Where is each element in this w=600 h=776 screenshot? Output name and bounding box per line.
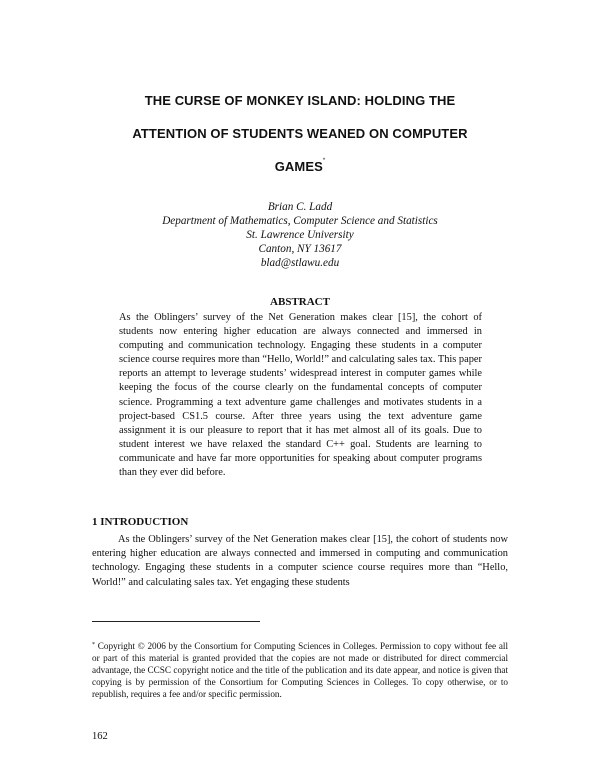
paper-title-line-3-text: GAMES bbox=[274, 159, 323, 174]
author-university: St. Lawrence University bbox=[246, 229, 354, 241]
author-department: Department of Mathematics, Computer Science and Statistics bbox=[162, 215, 438, 227]
copyright-footnote bbox=[92, 640, 508, 700]
title-footnote-marker: * bbox=[322, 158, 326, 164]
abstract-text: As the Oblingers’ survey of the Net Generation makes clear [15], the cohort of students now entering higher education are always connected and immersed in computing and communication technology. Engaging these students in a computer science course requires more than “Hello, World!” and calculating sales tax. This paper reports an attempt to leverage students’ widespread interest in computer games while keeping the focus of the course clearly on the fundamental concepts of computer science. Programming a text adventure game challenges and motivates students in a project-based CS1.5 course. After three years using the text adventure game assignment it is our pleasure to report that it has met almost all of its goals. Due to student interest we have relaxed the standard C++ goal. Students are learning to communicate and have far more opportunities for speaking about computer programs than they ever did before. bbox=[119, 312, 482, 479]
author-block bbox=[60, 200, 540, 270]
abstract-heading: ABSTRACT bbox=[270, 296, 330, 308]
footnote-text: Copyright © 2006 by the Consortium for Computing Sciences in Colleges. Permission to copy without fee all or part of this material is granted provided that the copies are not made or distributed for direct commercial advantage, the CCSC copyright notice and the title of the publication and its date appear, and notice is given that copying is by permission of the Consortium for Computing Sciences in Colleges. To copy otherwise, or to republish, requires a fee and/or specific permission. bbox=[92, 641, 508, 700]
footnote-marker: * bbox=[92, 642, 95, 648]
author-email: blad@stlawu.edu bbox=[260, 257, 340, 269]
paper-title-line-1: THE CURSE OF MONKEY ISLAND: HOLDING THE bbox=[144, 93, 456, 108]
footnote-divider bbox=[92, 621, 260, 622]
page-number: 162 bbox=[92, 731, 108, 742]
author-name: Brian C. Ladd bbox=[267, 201, 333, 213]
introduction-heading: 1 INTRODUCTION bbox=[92, 516, 189, 528]
paper-title-line-3 bbox=[60, 159, 540, 174]
paper-title-line-2: ATTENTION OF STUDENTS WEANED ON COMPUTER bbox=[132, 126, 468, 141]
author-location: Canton, NY 13617 bbox=[258, 243, 342, 255]
introduction-text: As the Oblingers’ survey of the Net Generation makes clear [15], the cohort of students now entering higher education are always connected and immersed in computing and communication technology. Engaging these students in a computer science course requires more than “Hello, World!” and calculating sales tax. Yet engaging these students bbox=[92, 534, 508, 588]
